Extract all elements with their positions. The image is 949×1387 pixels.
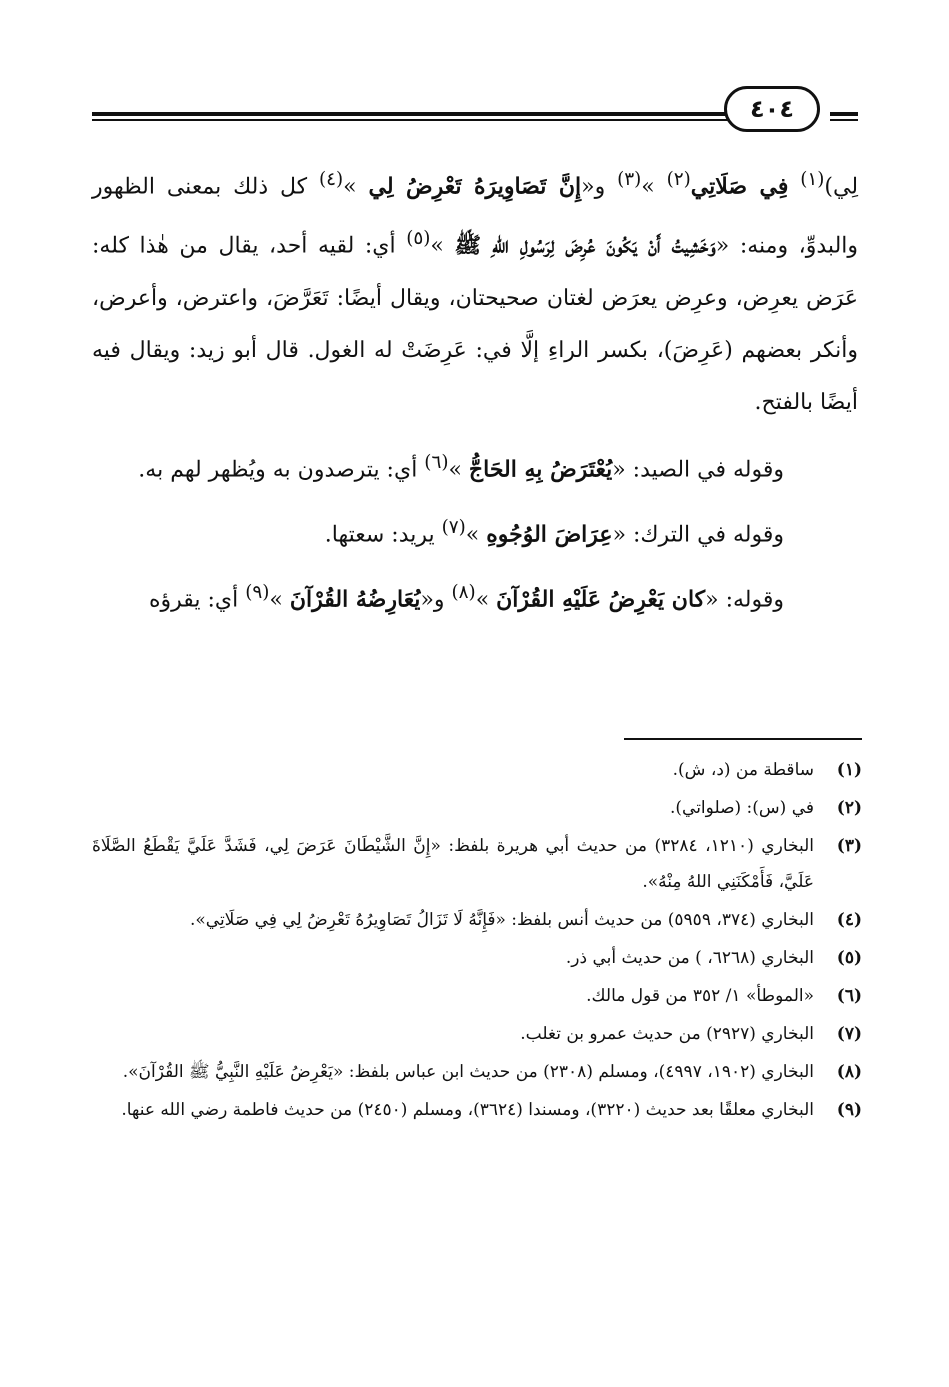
footnote-ref: (٢) xyxy=(666,169,691,190)
footnote-item xyxy=(92,1016,862,1052)
footnote-number: (١) xyxy=(836,760,862,780)
footnote-ref: (٣) xyxy=(617,169,642,190)
footnote-text: في (س): (صلواتي). xyxy=(670,798,814,818)
footnotes xyxy=(92,752,862,1130)
footnote-ref: (٩) xyxy=(245,582,270,604)
footnote-text: البخاري معلقًا بعد حديث (٣٢٢٠)، ومسندا (٣٦٢٤)، ومسلم (٢٤٥٠) من حديث فاطمة رضي الله عنها. xyxy=(121,1100,814,1120)
text-run: و« xyxy=(581,174,618,200)
footnote-ref: (٦) xyxy=(424,451,449,473)
paragraph-4 xyxy=(92,567,858,626)
footnote-number: (٦) xyxy=(836,986,862,1006)
footnote-number: (٢) xyxy=(836,798,862,818)
footnote-number: (٤) xyxy=(836,910,862,930)
footnote-text: البخاري (٢٩٢٧) من حديث عمرو بن تغلب. xyxy=(520,1024,814,1044)
text-run: وقوله: « xyxy=(705,587,784,613)
footnote-number: (٧) xyxy=(836,1024,862,1044)
footnote-item xyxy=(92,978,862,1014)
footnote-ref: (٤) xyxy=(319,169,344,190)
text-run: » xyxy=(269,587,290,613)
text-run: لِي) xyxy=(824,174,859,200)
page-header xyxy=(92,86,858,132)
text-run: و« xyxy=(420,587,452,613)
text-run: » xyxy=(475,587,497,613)
footnote-number: (٣) xyxy=(836,836,862,856)
footnote-ref: (٨) xyxy=(451,582,476,604)
quote-text: إِنَّ تَصَاوِيرَهُ تَعْرِضُ لِي xyxy=(368,173,582,200)
text-run xyxy=(788,174,800,199)
text-run: » xyxy=(448,456,469,482)
paragraph-3 xyxy=(92,502,858,561)
footnote-item xyxy=(92,1092,862,1128)
footnote-text: البخاري (١٩٠٢، ٤٩٩٧)، ومسلم (٢٣٠٨) من حديث ابن عباس بلفظ: «يَعْرِضُ عَلَيْهِ النَّبِيُّ ﷺ القُرْآنَ». xyxy=(122,1062,814,1082)
text-run: » xyxy=(641,174,667,200)
footnote-ref: (١) xyxy=(800,169,825,190)
header-rule-thin xyxy=(92,119,732,121)
footnote-item xyxy=(92,752,862,788)
footnote-text: البخاري (٣٧٤، ٥٩٥٩) من حديث أنس بلفظ: «فَإِنَّهُ لَا تَزَالُ تَصَاوِيرُهُ تَعْرِضُ لِي فِي صَلَاتِي». xyxy=(189,910,814,930)
quote-text: عِرَاضَ الوُجُوهِ xyxy=(486,521,613,548)
footnote-item xyxy=(92,902,862,938)
footnote-text: ساقطة من (د، ش). xyxy=(672,760,814,780)
paragraph-2 xyxy=(92,437,858,496)
text-run: » xyxy=(430,233,455,259)
text-run: » xyxy=(465,522,487,548)
footnote-ref: (٧) xyxy=(441,516,466,538)
paragraph-1 xyxy=(92,154,858,429)
footnote-item xyxy=(92,828,862,900)
text-run: أي: يترصدون به ويُظهر لهم به. xyxy=(138,456,425,482)
footnote-text: البخاري (٦٢٦٨، ) من حديث أبي ذر. xyxy=(565,948,814,968)
text-run: وقوله في الصيد: « xyxy=(612,456,784,482)
footnote-text: «الموطأ» ١/ ٣٥٢ من قول مالك. xyxy=(586,986,814,1006)
text-run: وقوله في الترك: « xyxy=(612,522,784,548)
footnote-ref: (٥) xyxy=(406,228,431,250)
text-run: أي: لقيه أحد، يقال من هٰذا كله: عَرَض يعرِض، وعرِض يعرَض لغتان صحيحتان، ويقال أيضًا: تَعَرَّضَ، واعترض، وأعرض، وأنكر بعضهم (عَرِضَ)، بكسر الراءِ إلَّا في: عَرِضَتْ له الغول. قال أبو زيد: ويقال فيه أيضًا بالفتح. xyxy=(92,233,858,415)
header-rule-thick xyxy=(92,112,732,116)
quote-text: وَخَشِيتُ أَنْ يَكُونَ عُرِضَ لِرَسُولِ اللهِ ﷺ xyxy=(454,232,716,259)
quote-text: كان يَعْرِضُ عَلَيْهِ القُرْآنَ xyxy=(496,586,706,613)
text-run: يريد: سعتها. xyxy=(324,522,442,548)
quote-text: يُعْتَرَضُ بِهِ الحَاجُّ xyxy=(468,455,613,482)
text-run: » xyxy=(343,174,369,200)
footnote-number: (٩) xyxy=(836,1100,862,1120)
quote-text: فِي صَلَاتِي xyxy=(690,173,789,200)
footnote-number: (٨) xyxy=(836,1062,862,1082)
footnote-item xyxy=(92,1054,862,1090)
quote-text: يُعَارِضُهُ القُرْآنَ xyxy=(289,586,421,613)
footnote-number: (٥) xyxy=(836,948,862,968)
header-rule-right-thick xyxy=(830,112,858,116)
text-run: أي: يقرؤه xyxy=(148,587,246,613)
footnote-text: البخاري (١٢١٠، ٣٢٨٤) من حديث أبي هريرة بلفظ: «إِنَّ الشَّيْطَانَ عَرَضَ لِي، فَشَدَّ عَلَيَّ يَقْطَعُ الصَّلَاةَ عَلَيَّ، فَأَمْكَنَنِي اللهُ مِنْهُ». xyxy=(92,836,815,892)
footnote-item xyxy=(92,790,862,826)
main-text xyxy=(92,154,858,627)
footnote-separator xyxy=(624,738,862,740)
text-run: كل ذلك بمعنى الظهور والبدوِّ، ومنه: « xyxy=(92,174,859,259)
page-number: ٤٠٤ xyxy=(724,86,820,132)
header-rule-right-thin xyxy=(830,119,858,121)
footnote-item xyxy=(92,940,862,976)
